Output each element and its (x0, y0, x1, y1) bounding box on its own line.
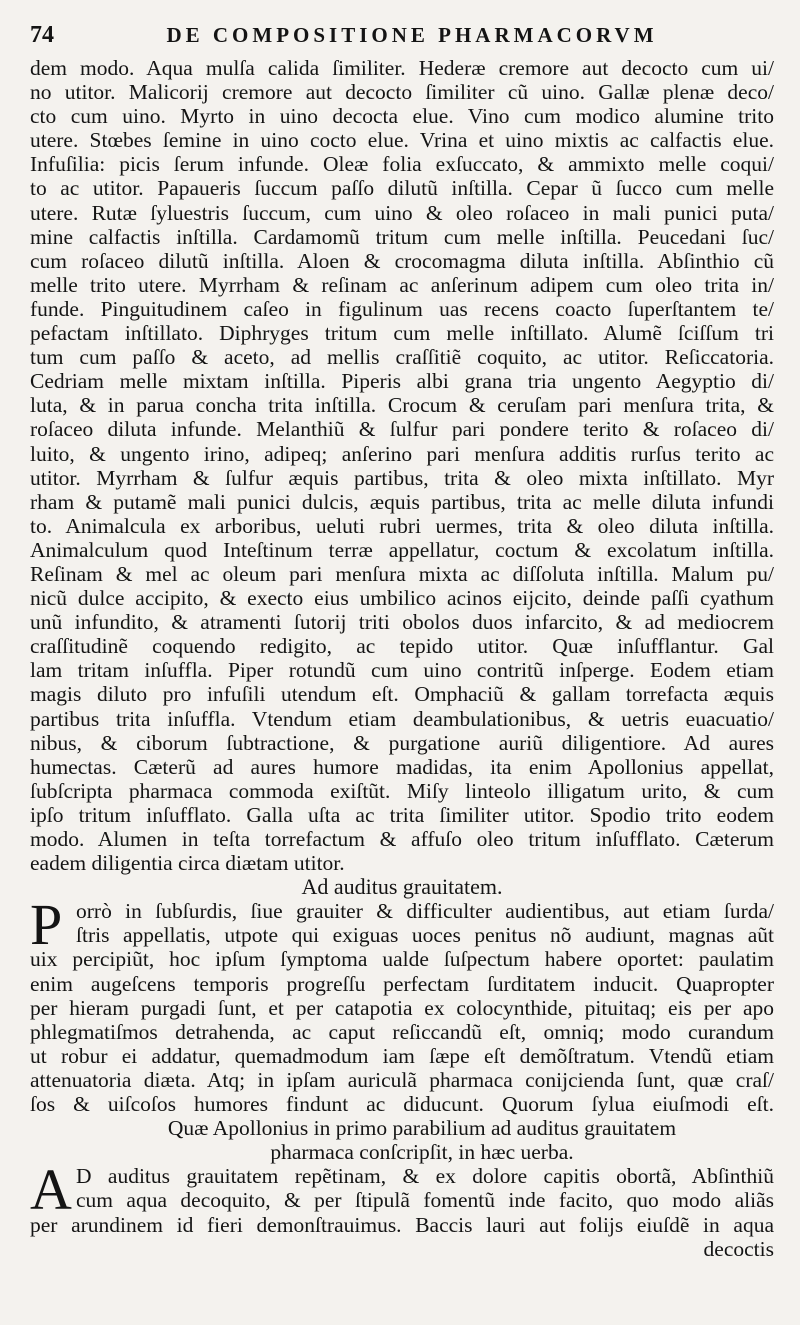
text-line: Cedriam melle mixtam inſtilla. Piperis albi grana tria ungento Aegyptio di/ (30, 369, 774, 394)
text-line: ſtris appellatis, utpote qui exiguas uoces penitus nõ audiunt, magnas aũt (76, 923, 774, 948)
text-line: cto cum uino. Myrto in uino decocta elue. Vino cum modico alumine trito (30, 104, 774, 129)
catchword: decoctis (703, 1236, 774, 1261)
drop-cap-p: P (30, 892, 63, 958)
text-line: roſaceo diluta infunde. Melanthiũ & ſulfur pari pondere terito & roſaceo di/ (30, 417, 774, 442)
text-line: orrò in ſubſurdis, ſiue grauiter & difficulter audientibus, aut etiam ſurda/ (76, 899, 774, 924)
text-line: utere. Rutæ ſyluestris ſuccum, cum uino & oleo roſaceo in mali punici puta/ (30, 200, 774, 225)
text-line: funde. Pinguitudinem caſeo in figulinum uas recens coacto ſuperſtantem te/ (30, 296, 774, 321)
text-line: utere. Stœbes ſemine in uino cocto elue. Vrina et uino mixtis ac calfactis elue. (30, 128, 774, 153)
text-line: uix percipiũt, hoc ipſum ſymptoma ualde ſuſpectum habere oportet: paulatim (30, 947, 774, 972)
section-heading: Ad auditus grauitatem. (301, 875, 503, 900)
text-line: dem modo. Aqua mulſa calida ſimiliter. Hederæ cremore aut decocto cum ui/ (30, 56, 774, 80)
text-line: magis diluto pro infuſili utendum eſt. Omphaciũ & gallam torrefacta æquis (30, 682, 774, 707)
section-paragraph (30, 892, 774, 1117)
text-line: Infuſilia: picis ſerum infunde. Oleæ folia exſuccato, & ammixto melle coqui/ (30, 152, 774, 177)
text-line: Animalculum quod Inteſtinum terræ appellatur, coctum & excolatum inſtilla. (30, 537, 774, 562)
text-line: modo. Alumen in teſta torrefactum & affuſo oleo tritum inſufflato. Cæterum (30, 827, 774, 851)
final-paragraph (30, 1157, 774, 1237)
text-line: ipſo tritum inſufflato. Galla uſta ac trita ſimiliter utitor. Spodio trito eodem (30, 802, 774, 827)
body-text (30, 56, 774, 875)
text-line: Reſinam & mel ac oleum pari menſura mixta ac diſſoluta inſtilla. Malum pu/ (30, 561, 774, 586)
text-line: to. Animalcula ex arboribus, ueluti rubri uermes, trita & oleo diluta inſtilla. (30, 513, 774, 538)
text-line: nibus, & ciborum ſubtractione, & purgatione auriũ diligentiore. Ad aures (30, 730, 774, 755)
final-text (30, 1157, 774, 1237)
text-line: pharmaca conſcripſit, in hæc uerba. (270, 1140, 574, 1165)
text-line: rham & putamẽ mali punici dulcis, æquis partibus, trita ac melle diluta infundi (30, 489, 774, 514)
text-line: per hieram purgadi ſunt, et per catapotia ex colocynthide, pituitaq; eis per apo (30, 995, 774, 1020)
text-line: luito, & ungento irino, adipeq; anſerino pari menſura additis rurſus terito ac (30, 441, 774, 466)
page-number: 74 (30, 22, 54, 48)
text-line: tum cum paſſo & aceto, ad mellis craſſitiẽ coquito, ac utitor. Reſiccatoria. (30, 345, 774, 370)
text-line: ſubſcripta pharmaca commoda exiſtũt. Miſy linteolo illigatum urito, & cum (30, 778, 774, 803)
text-line: per arundinem id fieri demonſtrauimus. Baccis lauri aut folijs eiuſdẽ in aqua (30, 1212, 774, 1237)
drop-cap-a: A (30, 1157, 72, 1223)
section-text (30, 892, 774, 1117)
text-line: ut robur ei addatur, quemadmodum iam ſæpe eſt demõſtratum. Vtendũ etiam (30, 1043, 774, 1068)
running-head (30, 22, 774, 56)
text-line: nicũ dulce accipito, & execto eius umbilico acinos eijcito, deinde paſſi cyathum (30, 586, 774, 611)
text-line: phlegmatiſmos detrahenda, ac caput reſiccandũ eſt, omniq; modo curandum (30, 1019, 774, 1044)
text-line: lam tritam inſuffla. Piper rotundũ cum uino contritũ inſperge. Eodem etiam (30, 658, 774, 683)
text-line: melle trito utere. Myrrham & reſinam ac anſerinum adipem cum oleo trita in/ (30, 272, 774, 297)
text-line: pefactam inſtillato. Diphryges tritum cum melle inſtillato. Alumẽ ſciſſum tri (30, 321, 774, 346)
running-title: DE COMPOSITIONE PHARMACORVM (166, 23, 658, 47)
text-line: luta, & in parua concha trita inſtilla. Crocum & ceruſam pari menſura trita, & (30, 393, 774, 418)
text-line: cum roſaceo dilutũ inſtilla. Aloen & crocomagma diluta inſtilla. Abſinthio cũ (30, 248, 774, 273)
sub-heading (30, 1116, 774, 1164)
text-line: unũ infundito, & atramenti ſutorij triti obolos duos infarcito, & ad mediocrem (30, 610, 774, 635)
text-line: no utitor. Malicorij cremore aut decocto ſimiliter cũ uino. Gallæ plenæ deco/ (30, 80, 774, 105)
text-line: craſſitudinẽ coquendo redigito, ac tepido utitor. Quæ inſufflantur. Gal (30, 634, 774, 659)
text-line: cum aqua decoquito, & per ſtipulã fomentũ inde facito, quo modo aliãs (76, 1188, 774, 1213)
text-line: humectas. Cæterũ ad aures humore madidas, ita enim Apollonius appellat, (30, 754, 774, 779)
text-line: ſos & uiſcoſos humores findunt ac diducunt. Quorum ſylua eiuſmodi eſt. (30, 1092, 774, 1117)
text-line: partibus trita inſuffla. Vtendum etiam deambulationibus, & uetris euacuatio/ (30, 706, 774, 731)
text-line: Quæ Apollonius in primo parabilium ad auditus grauitatem (167, 1116, 677, 1141)
text-line: enim augeſcens temporis progreſſu perfectam ſurditatem inducit. Quapropter (30, 971, 774, 996)
text-line: utitor. Myrrham & ſulfur æquis partibus, trita & oleo mixta inſtillato. Myr (30, 465, 774, 490)
text-line: mine calfactis inſtilla. Cardamomũ tritum cum melle inſtilla. Peucedani ſuc/ (30, 224, 774, 249)
text-line: eadem diligentia circa diætam utitor. (30, 851, 345, 876)
text-line: attenuatoria diæta. Atq; in ipſam auriculã pharmaca conijcienda ſunt, quæ craſ/ (30, 1067, 774, 1092)
text-line: D auditus grauitatem repẽtinam, & ex dolore capitis obortã, Abſinthiũ (76, 1164, 774, 1189)
text-line: to ac utitor. Papaueris ſuccum paſſo dilutũ inſtilla. Cepar ũ ſucco cum melle (30, 176, 774, 201)
